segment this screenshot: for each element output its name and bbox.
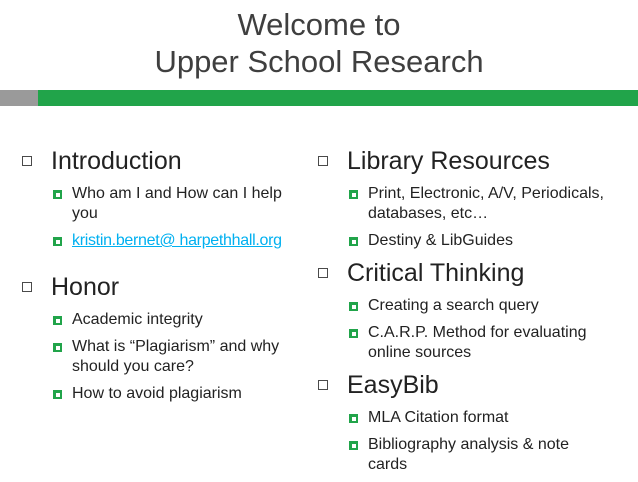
email-link[interactable]: kristin.bernet@ harpethhall.org [72, 232, 282, 249]
list-item [349, 323, 617, 363]
green-square-bullet-icon [53, 390, 62, 399]
list-item [53, 231, 318, 251]
square-bullet-icon [22, 282, 32, 292]
square-bullet-icon [318, 156, 328, 166]
green-square-bullet-icon [349, 329, 358, 338]
square-bullet-icon [22, 156, 32, 166]
list-item [53, 184, 303, 224]
section-heading [318, 258, 628, 288]
list-item [349, 296, 628, 316]
list-item-text: Destiny & LibGuides [368, 232, 513, 249]
section-critical-thinking [318, 258, 628, 363]
green-square-bullet-icon [349, 237, 358, 246]
list-item-text: Academic integrity [72, 311, 203, 328]
square-bullet-icon [318, 380, 328, 390]
section-heading [22, 146, 318, 176]
green-square-bullet-icon [349, 414, 358, 423]
bullet-list [349, 408, 628, 475]
section-honor [22, 272, 318, 404]
title-divider-green [38, 90, 638, 106]
green-square-bullet-icon [53, 190, 62, 199]
list-item-text: Print, Electronic, A/V, Periodicals, databases, etc… [368, 185, 604, 222]
square-bullet-icon [318, 268, 328, 278]
section-library-resources [318, 146, 628, 251]
section-title: EasyBib [347, 371, 439, 399]
list-item-text: Who am I and How can I help you [72, 185, 282, 222]
green-square-bullet-icon [53, 316, 62, 325]
section-title: Honor [51, 273, 120, 301]
list-item-text: Bibliography analysis & note cards [368, 436, 570, 473]
list-item [53, 384, 318, 404]
section-heading [318, 146, 628, 176]
bullet-list [349, 296, 628, 363]
bullet-list [53, 184, 318, 251]
section-heading [318, 370, 628, 400]
slide-title [0, 6, 638, 80]
bullet-list [349, 184, 628, 251]
left-column [22, 146, 318, 411]
list-item-text: MLA Citation format [368, 409, 509, 426]
section-introduction [22, 146, 318, 251]
title-line-1: Welcome to [237, 7, 401, 42]
list-item-text: Creating a search query [368, 297, 539, 314]
right-column [318, 146, 628, 482]
list-item-text: How to avoid plagiarism [72, 385, 242, 402]
list-item [349, 231, 628, 251]
green-square-bullet-icon [53, 237, 62, 246]
section-easybib [318, 370, 628, 475]
list-item [349, 435, 599, 475]
list-item-text: C.A.R.P. Method for evaluating online sources [368, 324, 587, 361]
green-square-bullet-icon [349, 190, 358, 199]
green-square-bullet-icon [53, 343, 62, 352]
list-item [349, 408, 628, 428]
list-item [349, 184, 617, 224]
green-square-bullet-icon [349, 302, 358, 311]
title-line-2: Upper School Research [154, 44, 484, 79]
section-title: Library Resources [347, 147, 550, 175]
title-divider-gray [0, 90, 38, 106]
list-item-text: What is “Plagiarism” and why should you care? [72, 338, 280, 375]
green-square-bullet-icon [349, 441, 358, 450]
bullet-list [53, 310, 318, 404]
section-title: Critical Thinking [347, 259, 525, 287]
list-item [53, 337, 315, 377]
section-title: Introduction [51, 147, 182, 175]
list-item [53, 310, 318, 330]
section-heading [22, 272, 318, 302]
